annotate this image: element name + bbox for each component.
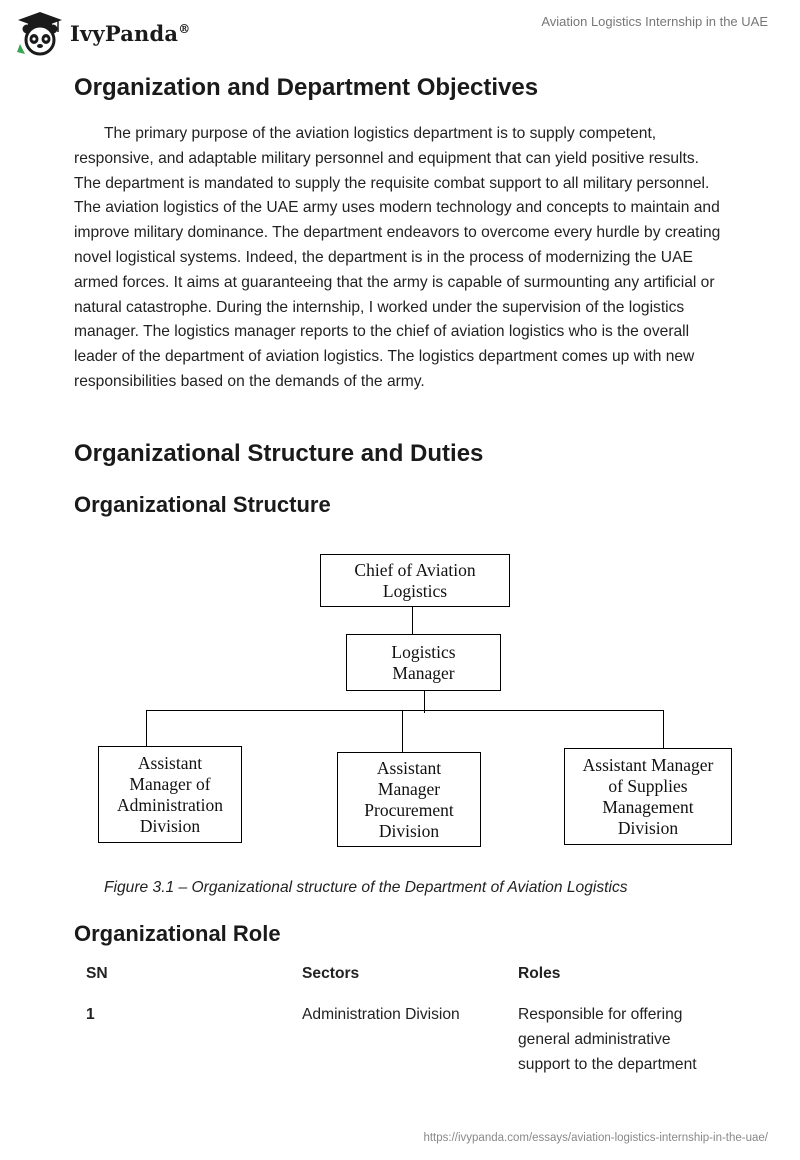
brand-logo[interactable] — [16, 9, 196, 57]
heading-objectives: Organization and Department Objectives — [74, 74, 539, 101]
connector-line — [402, 710, 403, 754]
heading-org-structure: Organizational Structure — [74, 492, 331, 517]
connector-line — [146, 710, 664, 711]
connector-line — [146, 710, 147, 750]
org-box-manager: Logistics Manager — [346, 634, 501, 691]
org-box-procurement: Assistant Manager Procurement Division — [337, 752, 481, 847]
table-header-sn: SN — [86, 965, 108, 982]
figure-caption: Figure 3.1 – Organizational structure of the Department of Aviation Logistics — [104, 879, 628, 896]
panda-logo-icon — [16, 10, 64, 56]
heading-org-role: Organizational Role — [74, 921, 281, 946]
table-cell-role: Responsible for offering general administrative support to the department — [518, 1006, 697, 1073]
connector-line — [663, 710, 664, 750]
heading-structure-duties: Organizational Structure and Duties — [74, 440, 484, 467]
org-chart — [0, 545, 800, 855]
source-url-link[interactable]: https://ivypanda.com/essays/aviation-logistics-internship-in-the-uae/ — [423, 1132, 768, 1144]
document-title: Aviation Logistics Internship in the UAE — [541, 14, 768, 29]
table-header-roles: Roles — [518, 965, 561, 982]
brand-name: IvyPanda® — [70, 20, 191, 46]
table-cell-sn: 1 — [86, 1006, 95, 1023]
table-header-sectors: Sectors — [302, 965, 360, 982]
org-box-admin: Assistant Manager of Administration Division — [98, 746, 242, 843]
org-box-supplies: Assistant Manager of Supplies Management Division — [564, 748, 732, 845]
connector-line — [412, 607, 413, 634]
table-cell-sector: Administration Division — [302, 1006, 460, 1023]
objectives-paragraph: The primary purpose of the aviation logistics department is to supply competent, responsive, and adaptable military personnel and equipment that can yield positive results. The department is mandated to supply the requisite combat support to all military personnel. The aviation logistics of the UAE army uses modern technology and concepts to maintain and improve military dominance. The department endeavors to overcome every hurdle by creating novel logistical systems. Indeed, the department is in the process of modernizing the UAE armed forces. It aims at guaranteeing that the army is capable of surmounting any artificial or natural catastrophe. During the internship, I worked under the supervision of the logistics manager. The logistics manager reports to the chief of aviation logistics who is the overall leader of the department of aviation logistics. The logistics department comes up with new responsibilities based on the demands of the army. — [74, 125, 721, 390]
org-box-chief: Chief of Aviation Logistics — [320, 554, 510, 607]
